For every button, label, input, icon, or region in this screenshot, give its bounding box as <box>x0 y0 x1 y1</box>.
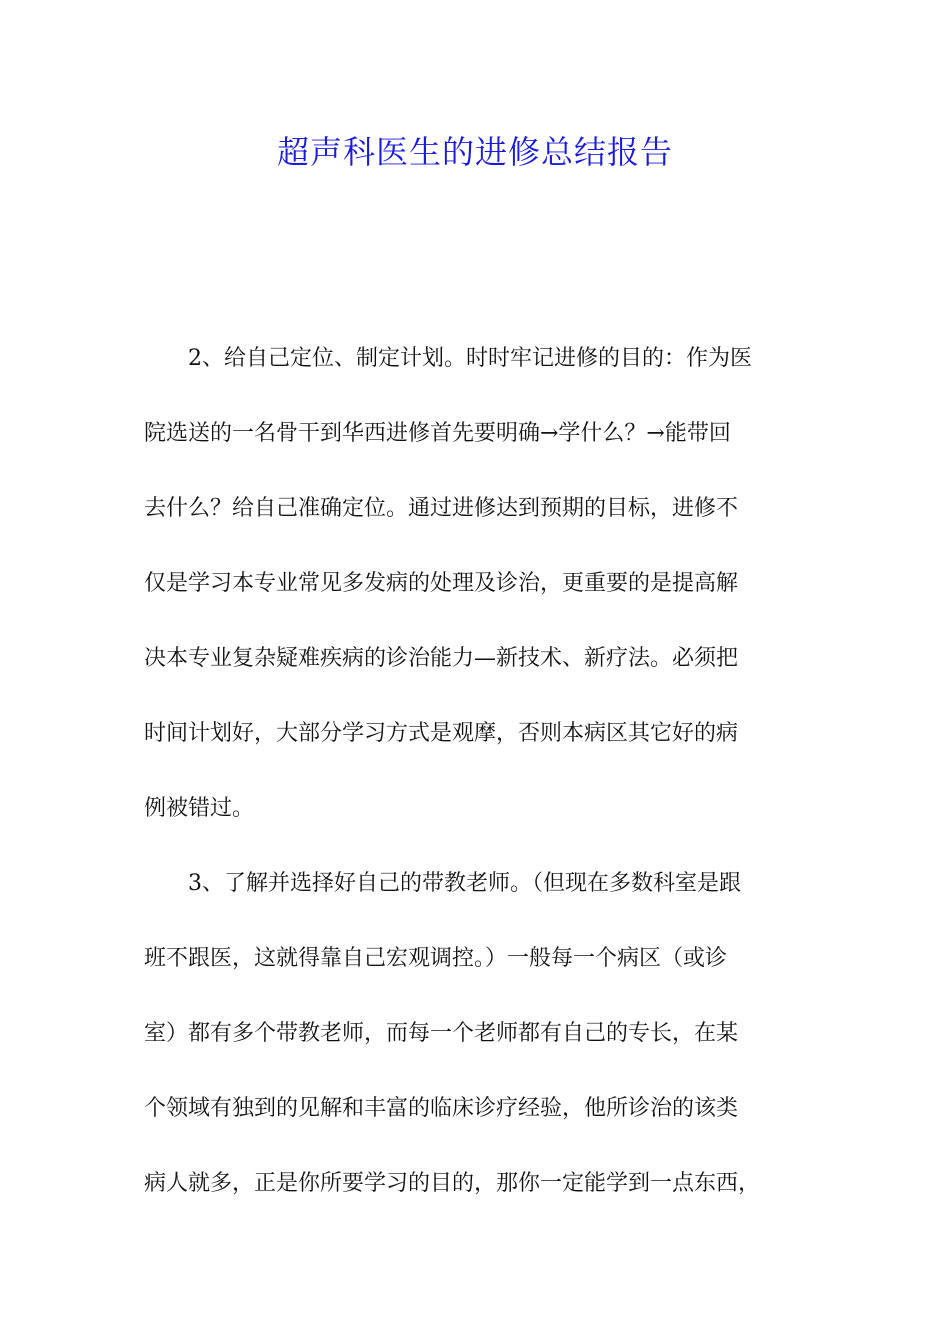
paragraph-line: 个领域有独到的见解和丰富的临床诊疗经验，他所诊治的该类 <box>144 1096 739 1121</box>
paragraph-line: 时间计划好，大部分学习方式是观摩，否则本病区其它好的病 <box>144 721 739 746</box>
paragraph-line: 决本专业复杂疑难疾病的诊治能力—新技术、新疗法。必须把 <box>144 646 739 671</box>
paragraph-line: 例被错过。 <box>144 796 255 821</box>
paragraph-line: 仅是学习本专业常见多发病的处理及诊治，更重要的是提高解 <box>144 571 739 596</box>
paragraph-line: 班不跟医，这就得靠自己宏观调控。）一般每一个病区（或诊 <box>144 946 728 971</box>
paragraph-line: 去什么？给自己准确定位。通过进修达到预期的目标，进修不 <box>144 496 739 521</box>
document-title: 超声科医生的进修总结报告 <box>276 133 673 171</box>
paragraph-line: 病人就多，正是你所要学习的目的，那你一定能学到一点东西， <box>144 1171 761 1196</box>
paragraph-line: 3、了解并选择好自己的带教老师。（但现在多数科室是跟 <box>188 871 741 896</box>
paragraph-line: 2、给自己定位、制定计划。时时牢记进修的目的：作为医 <box>188 346 752 371</box>
paragraph-line: 室）都有多个带教老师，而每一个老师都有自己的专长，在某 <box>144 1021 739 1046</box>
paragraph-line: 院选送的一名骨干到华西进修首先要明确→学什么？→能带回 <box>144 421 731 446</box>
